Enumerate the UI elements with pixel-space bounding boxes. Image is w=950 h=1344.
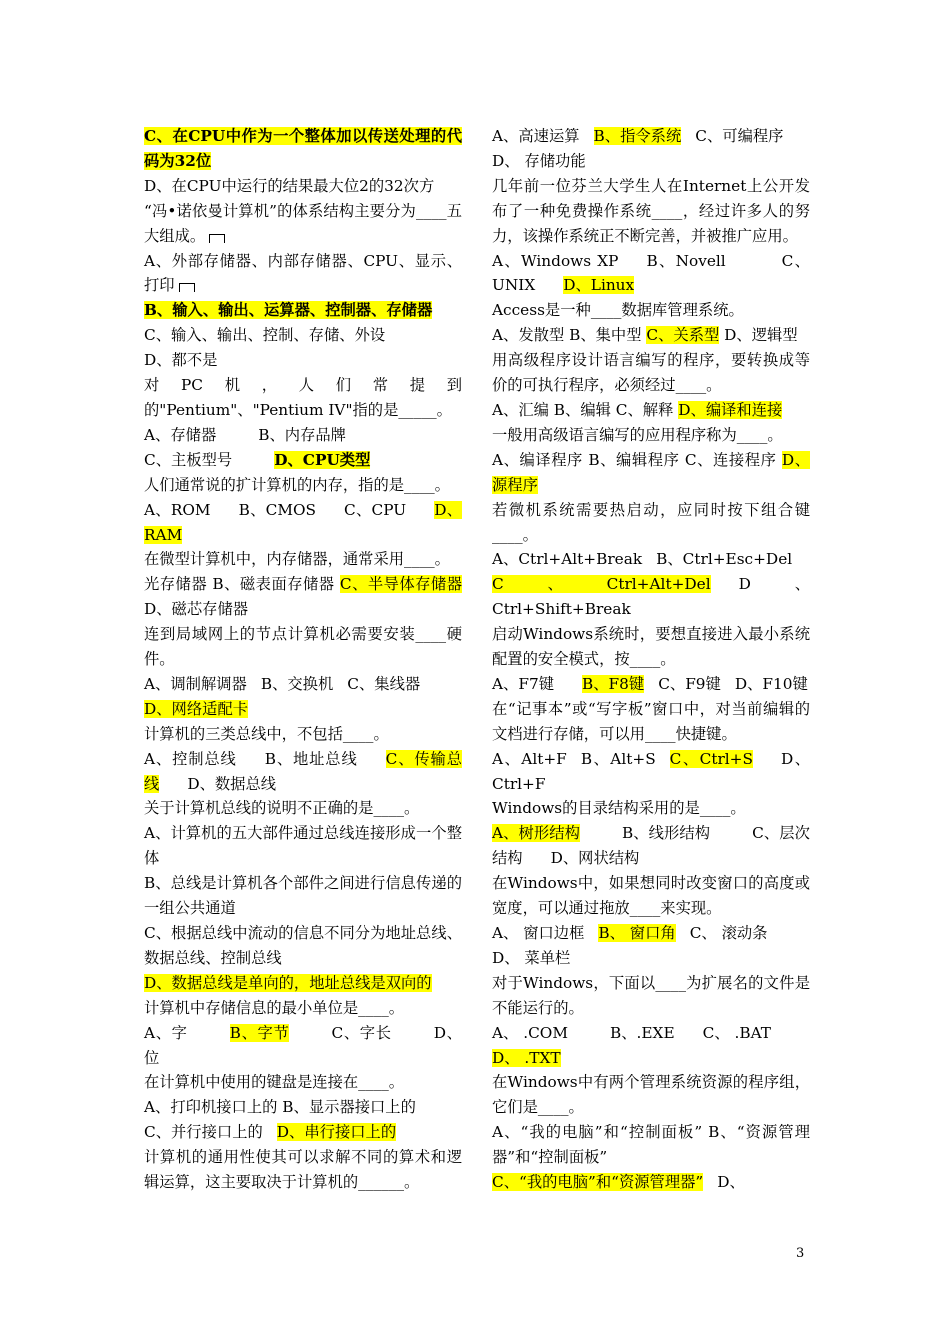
text-run: B、线形结构 — [621, 824, 711, 843]
text-run: A、控制总线 — [144, 749, 237, 768]
text-run: D、 菜单栏 — [492, 948, 571, 967]
text-run: C、 .BAT — [702, 1023, 771, 1042]
text-run: D、 — [717, 1173, 745, 1192]
answer-highlight: C、在CPU中作为一个整体加以传送处理的代码为32位 — [144, 127, 462, 170]
paragraph — [492, 1120, 810, 1170]
text-run: A、“我的电脑”和“控制面板” B、“资源管理器”和“控制面板” — [492, 1123, 810, 1167]
answer-highlight: C、传输总线 — [144, 749, 462, 793]
text-run: 启动Windows系统时，要想直接进入最小系统配置的安全模式，按____。 — [492, 625, 810, 669]
text-run: 对PC机，人们常提到的"Pentium"、"Pentium IV"指的是_____。 — [144, 376, 462, 419]
answer-highlight: D、编译和连接 — [678, 400, 783, 419]
answer-highlight: D、源程序 — [492, 450, 810, 494]
answer-highlight: B、输入、输出、运算器、控制器、存储器 — [144, 301, 433, 320]
text-run: “冯•诺依曼计算机”的体系结构主要分为____五大组成。 — [144, 201, 462, 245]
text-run: A、存储器 — [144, 425, 217, 444]
answer-highlight: C、“我的电脑”和“资源管理器” — [492, 1173, 704, 1192]
edit-mark-icon — [179, 283, 195, 292]
answer-highlight: D、RAM — [144, 500, 463, 544]
paragraph — [492, 124, 810, 149]
text-run: A、编译程序 B、编辑程序 C、连接程序 — [492, 450, 782, 469]
answer-highlight: D、串行接口上的 — [276, 1123, 397, 1142]
text-run: 人们通常说的扩计算机的内存，指的是____。 — [144, 475, 450, 494]
text-run: 在计算机中使用的键盘是连接在____。 — [144, 1073, 405, 1092]
paragraph — [492, 572, 810, 622]
answer-highlight: B、F8键 — [582, 674, 645, 693]
text-run: 连到局域网上的节点计算机必需要安装____硬件。 — [144, 625, 462, 669]
text-run: D、磁芯存储器 — [144, 600, 249, 619]
text-run: 关于计算机总线的说明不正确的是____。 — [144, 799, 420, 818]
text-run: B、交换机 — [260, 674, 334, 693]
answer-highlight: A、树形结构 — [492, 824, 580, 843]
text-run: 在微型计算机中，内存储器，通常采用____。 — [144, 550, 450, 569]
text-run: A、汇编 B、编辑 C、解释 — [492, 400, 679, 419]
text-run: A、Alt+F — [492, 749, 567, 768]
text-run: A、调制解调器 — [144, 674, 247, 693]
text-run: C、主板型号 — [144, 450, 233, 469]
text-run: A、外部存储器、内部存储器、CPU、显示、打印 — [144, 251, 462, 295]
text-run: B、地址总线 — [264, 749, 358, 768]
paragraph — [144, 199, 462, 249]
paragraph — [144, 373, 462, 423]
text-run: A、字 — [144, 1023, 188, 1042]
paragraph — [144, 747, 462, 797]
text-run: 在Windows中有两个管理系统资源的程序组，它们是____。 — [492, 1073, 810, 1117]
text-run: C、F9键 — [658, 674, 721, 693]
paragraph — [492, 622, 810, 672]
text-run: B、内存品牌 — [258, 425, 346, 444]
paragraph — [144, 971, 462, 996]
paragraph — [144, 473, 462, 498]
paragraph — [492, 1070, 810, 1120]
text-run: 计算机的通用性使其可以求解不同的算术和逻辑运算，这主要取决于计算机的______。 — [144, 1148, 462, 1192]
text-run: 在Windows中，如果想同时改变窗口的高度或宽度，可以通过拖放____来实现。 — [492, 874, 810, 918]
answer-highlight: B、指令系统 — [593, 127, 682, 145]
paragraph — [144, 174, 462, 199]
paragraph — [144, 1145, 462, 1195]
answer-highlight: C、半导体存储器 — [339, 575, 462, 594]
paragraph — [492, 946, 810, 971]
paragraph — [492, 1170, 810, 1195]
paragraph — [144, 996, 462, 1021]
text-run: 一般用高级语言编写的应用程序称为____。 — [492, 425, 783, 444]
text-run: A、高速运算 — [492, 127, 580, 145]
text-run: D、Ctrl+F — [492, 749, 810, 793]
answer-highlight: D、 .TXT — [492, 1048, 561, 1067]
text-run: 用高级程序设计语言编写的程序，要转换成等价的可执行程序，必须经过____。 — [492, 351, 810, 395]
paragraph — [492, 747, 810, 797]
paragraph — [492, 672, 810, 697]
text-run: A、Windows XP — [492, 251, 619, 270]
paragraph — [144, 672, 462, 697]
paragraph — [144, 622, 462, 672]
paragraph — [144, 448, 462, 473]
text-run: 计算机中存储信息的最小单位是____。 — [144, 998, 405, 1017]
text-run: B、Ctrl+Esc+Del — [656, 550, 793, 569]
paragraph — [144, 1095, 462, 1120]
left-column — [144, 124, 462, 1195]
text-run: 若微机系统需要热启动，应同时按下组合键____。 — [492, 500, 810, 544]
paragraph — [492, 323, 810, 348]
paragraph — [144, 348, 462, 373]
text-run: Windows的目录结构采用的是____。 — [492, 799, 746, 818]
paragraph — [492, 398, 810, 423]
paragraph — [144, 249, 462, 299]
paragraph — [144, 871, 462, 921]
answer-highlight: D、网络适配卡 — [144, 699, 249, 718]
text-run: D、在CPU中运行的结果最大位2的32次方 — [144, 176, 435, 195]
text-run: D、 存储功能 — [492, 151, 586, 170]
text-run: D、网状结构 — [550, 849, 640, 868]
text-run: 在“记事本”或“写字板”窗口中，对当前编辑的文档进行存储，可以用____快捷键。 — [492, 699, 810, 743]
paragraph — [144, 124, 462, 174]
text-run: C、层次结构 — [492, 824, 810, 868]
text-run: B、CMOS — [238, 500, 317, 519]
paragraph — [492, 249, 810, 299]
paragraph — [492, 871, 810, 921]
paragraph — [492, 498, 810, 548]
text-run: C、字长 — [331, 1023, 392, 1042]
paragraph — [492, 448, 810, 498]
text-run: C、可编程序 — [695, 127, 784, 145]
paragraph — [492, 796, 810, 821]
paragraph — [492, 547, 810, 572]
paragraph — [492, 697, 810, 747]
paragraph — [144, 498, 462, 548]
text-run: A、计算机的五大部件通过总线连接形成一个整体 — [144, 824, 462, 868]
text-run: A、打印机接口上的 B、显示器接口上的 — [144, 1098, 416, 1117]
text-run: A、ROM — [144, 500, 211, 519]
paragraph — [492, 821, 810, 871]
paragraph — [144, 1070, 462, 1095]
answer-highlight: B、字节 — [229, 1023, 290, 1042]
paragraph — [144, 697, 462, 722]
paragraph — [492, 423, 810, 448]
answer-highlight: D、CPU类型 — [274, 450, 371, 469]
paragraph — [492, 348, 810, 398]
right-column — [492, 124, 810, 1195]
paragraph — [492, 149, 810, 174]
answer-highlight: D、Linux — [563, 276, 635, 295]
text-run: B、Alt+S — [580, 749, 656, 768]
text-run: Access是一种____数据库管理系统。 — [492, 301, 744, 320]
text-run: D、位 — [144, 1023, 462, 1067]
answer-highlight: C、关系型 — [646, 326, 720, 345]
answer-highlight: C、Ctrl+Alt+Del — [492, 575, 711, 594]
text-run: D、F10键 — [734, 674, 808, 693]
text-run: 对于Windows，下面以____为扩展名的文件是不能运行的。 — [492, 973, 810, 1017]
text-run: B、.EXE — [609, 1023, 675, 1042]
answer-highlight: D、数据总线是单向的，地址总线是双向的 — [144, 973, 432, 992]
paragraph — [144, 796, 462, 821]
answer-highlight: C、Ctrl+S — [669, 749, 753, 768]
paragraph — [144, 423, 462, 448]
text-run: D、数据总线 — [187, 774, 277, 793]
paragraph — [144, 572, 462, 622]
text-run: C、 滚动条 — [689, 924, 768, 942]
text-run: C、并行接口上的 — [144, 1123, 263, 1142]
text-run: D、都不是 — [144, 351, 218, 370]
text-run: 几年前一位芬兰大学生人在Internet上公开发布了一种免费操作系统____，经过许多人的努力，该操作系统正不断完善，并被推广应用。 — [492, 176, 810, 245]
page-number: 3 — [796, 1246, 805, 1261]
text-run: 光存储器 B、磁表面存储器 — [144, 575, 340, 594]
paragraph — [492, 1046, 810, 1071]
paragraph — [144, 323, 462, 348]
text-run: A、 .COM — [492, 1023, 568, 1042]
text-run: A、发散型 B、集中型 — [492, 326, 647, 345]
paragraph — [144, 821, 462, 871]
paragraph — [144, 298, 462, 323]
paragraph — [144, 1021, 462, 1071]
text-run: C、集线器 — [347, 674, 421, 693]
paragraph — [492, 921, 810, 946]
paragraph — [144, 921, 462, 971]
paragraph — [144, 1120, 462, 1145]
paragraph — [492, 1021, 810, 1046]
answer-highlight: B、 窗口角 — [598, 924, 676, 942]
text-run: B、Novell — [646, 251, 726, 270]
paragraph — [492, 971, 810, 1021]
text-run: C、输入、输出、控制、存储、外设 — [144, 326, 386, 345]
text-run: B、总线是计算机各个部件之间进行信息传递的一组公共通道 — [144, 874, 462, 918]
text-run: D、Ctrl+Shift+Break — [492, 575, 810, 619]
text-run: C、根据总线中流动的信息不同分为地址总线、数据总线、控制总线 — [144, 924, 462, 967]
paragraph — [492, 298, 810, 323]
paragraph — [144, 722, 462, 747]
text-run: D、逻辑型 — [719, 326, 798, 345]
text-run: A、Ctrl+Alt+Break — [492, 550, 643, 569]
edit-mark-icon — [209, 234, 225, 243]
paragraph — [492, 174, 810, 249]
text-run: A、F7键 — [492, 674, 554, 693]
text-run: A、 窗口边框 — [492, 924, 585, 942]
paragraph — [144, 547, 462, 572]
text-run: C、CPU — [344, 500, 407, 519]
text-run: C、UNIX — [492, 251, 810, 295]
text-run: 计算机的三类总线中，不包括____。 — [144, 724, 389, 743]
